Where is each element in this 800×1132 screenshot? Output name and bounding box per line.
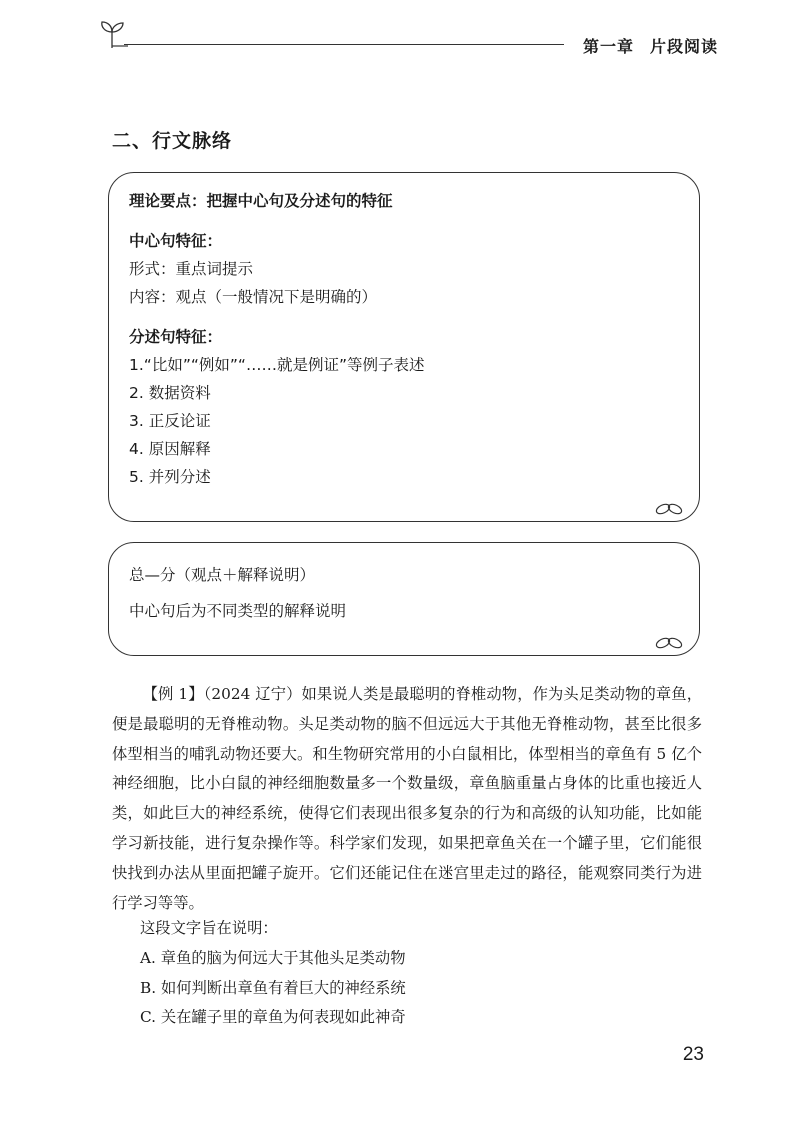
structure-desc: 中心句后为不同类型的解释说明 [129,602,347,620]
chapter-title: 片段阅读 [649,37,718,56]
central-content: 内容：观点（一般情况下是明确的） [129,288,378,306]
double-leaf-icon [655,636,683,650]
option-b: B. 如何判断出章鱼有着巨大的神经系统 [140,978,406,997]
leaf-sprout-icon [98,18,128,50]
sub-item: 1.“比如”“例如”“……就是例证”等例子表述 [129,356,425,374]
central-heading: 中心句特征： [129,232,223,250]
structure-title: 总—分（观点＋解释说明） [129,566,316,584]
theory-box [108,172,700,522]
example-paragraph: 【例 1】（2024 辽宁）如果说人类是最聪明的脊椎动物，作为头足类动物的章鱼，便是最聪明的无脊椎动物。头足类动物的脑不但远远大于其他无脊椎动物，甚至比很多体型相当的哺乳动物还要大。和生物研究常用的小白鼠相比，体型相当的章鱼有 5 亿个神经细胞，比小白鼠的神经细胞数量多一个数量级，章鱼脑重量占身体的比重也接近人类，如此巨大的神经系统，使得它们表现出很多复杂的行为和高级的认知功能，比如能学习新技能，进行复杂操作等。科学家们发现，如果把章鱼关在一个罐子里，它们能很快找到办法从里面把罐子旋开。它们还能记住在迷宫里走过的路径，能观察同类行为进行学习等等。 [112,685,702,912]
question-block [140,914,700,1033]
running-header [98,18,718,58]
theory-title: 理论要点：把握中心句及分述句的特征 [129,192,393,210]
sub-item: 5. 并列分述 [129,468,211,486]
question-stem: 这段文字旨在说明： [140,919,278,937]
page-number: 23 [682,1044,704,1065]
header-rule [124,44,564,45]
double-leaf-icon [655,502,683,516]
sub-item: 4. 原因解释 [129,440,211,458]
sub-item: 3. 正反论证 [129,412,211,430]
sub-item: 2. 数据资料 [129,384,211,402]
section-title: 二、行文脉络 [112,130,233,152]
option-c: C. 关在罐子里的章鱼为何表现如此神奇 [140,1008,406,1027]
option-a: A. 章鱼的脑为何远大于其他头足类动物 [140,948,406,967]
central-form: 形式：重点词提示 [129,260,254,278]
chapter-label [567,34,718,57]
chapter-number: 第一章 [582,37,634,56]
structure-box [108,542,700,656]
sub-heading: 分述句特征： [129,328,223,346]
